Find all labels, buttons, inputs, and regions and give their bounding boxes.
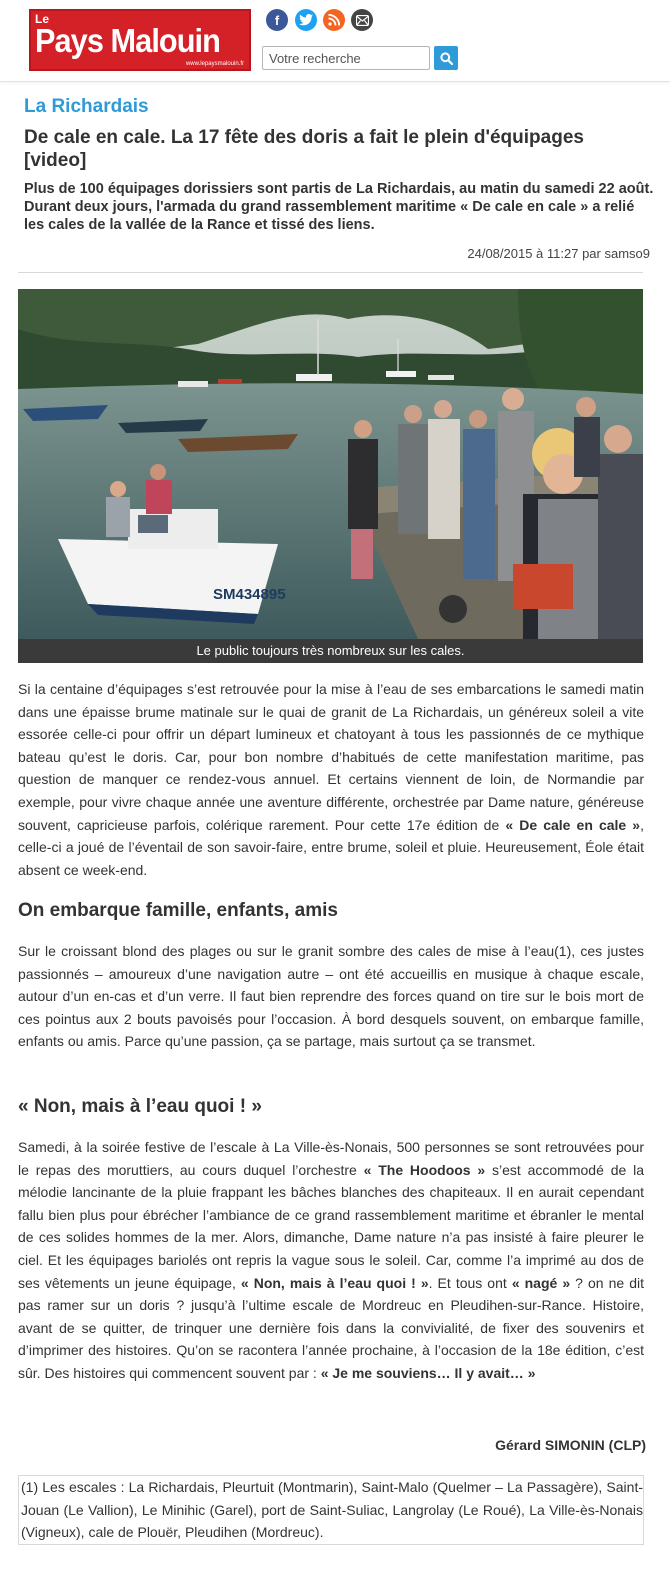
- logo-top-text: Le: [35, 12, 50, 26]
- divider: [18, 272, 643, 273]
- article-photo[interactable]: [18, 289, 643, 639]
- logo-url: www.lepaysmalouin.fr: [185, 61, 244, 67]
- article-paragraph-1: [18, 678, 644, 881]
- twitter-icon[interactable]: [295, 9, 317, 31]
- event-name-bold: « De cale en cale »: [505, 816, 641, 833]
- rss-icon[interactable]: [323, 9, 345, 31]
- article-footnote: (1) Les escales : La Richardais, Pleurtuit (Montmarin), Saint-Malo (Quelmer – La Passagère), Saint-Jouan (Le Vallion), Le Minihic (Garel), port de Saint-Suliac, Langrolay (Le Roué), La Ville-ès-Nonais (Vigneux), cale de Plouër, Pleudihen (Mordreuc).: [18, 1475, 644, 1545]
- paragraph-text: ? on ne dit pas ramer sur un doris ? jusqu’à l’ultime escale de Mordreuc en Pleudihen-sur-Rance. Histoire, avant de se quitter, de trinquer une dernière fois dans la convivialité, de fixer des souvenirs et d’imprimer des histoires. Qu’on se racontera l’année prochaine, à l’occasion de la 18e édition, c’est sûr. Des histoires qui commencent souvent par :: [18, 1274, 644, 1381]
- mail-envelope-shape: [356, 15, 369, 26]
- search-input[interactable]: [262, 46, 430, 70]
- search-button[interactable]: [434, 46, 458, 70]
- search-icon: [440, 52, 453, 65]
- article-lead: Plus de 100 équipages dorissiers sont partis de La Richardais, au matin du samedi 22 août. Durant deux jours, l'armada du grand rassemblement maritime « De cale en cale » a relié les cales de la vallée de la Rance et tissé des liens.: [24, 181, 654, 233]
- site-header: [0, 0, 670, 82]
- photo-caption: Le public toujours très nombreux sur les cales.: [18, 639, 643, 663]
- term-bold: « nagé »: [511, 1274, 571, 1291]
- paragraph-text: s’est accommodé de la mélodie lancinante de la pluie frappant les bâches blanches des chapiteaux. Il en aurait cependant fallu bien plus pour ébrécher l’ambiance de ce grand rassemblement maritime et ébranler le mental de ces solides hommes de la mer. Alors, dimanche, Dame nature n’a pas insisté à faire pleurer le ciel. Et les équipages bariolés ont repris la vague sous le soleil. Car, comme l’a imprimé au dos de ses vêtements un jeune équipage,: [18, 1161, 644, 1291]
- quote-bold: « Je me souviens… Il y avait… »: [320, 1364, 536, 1381]
- twitter-bird-shape: [299, 14, 313, 26]
- article-meta: 24/08/2015 à 11:27 par samso9: [467, 246, 650, 261]
- mail-icon[interactable]: [351, 9, 373, 31]
- paragraph-text: , celle-ci a joué de l’éventail de son savoir-faire, entre brume, soleil et pluie. Heureusement, Éole était absent ce week-end.: [18, 816, 644, 878]
- paragraph-text: Samedi, à la soirée festive de l’escale à La Ville-ès-Nonais, 500 personnes se sont retrouvées pour le repas des moruttiers, au cours duquel l’orchestre: [18, 1139, 644, 1178]
- article-title: De cale en cale. La 17 fête des doris a fait le plein d'équipages [video]: [24, 127, 584, 171]
- article-paragraph-2: Sur le croissant blond des plages ou sur le granit sombre des cales de mise à l’eau(1), ces justes passionnés – amoureux d’une navigation autre – ont été accueillis en musique à chaque escale, autour d’un en-cas et d’un verre. Il faut bien reprendre des forces quand on tire sur le bois mort de ces pointus aux 2 bouts pavoisés pour l’occasion. À bord desquels souvent, on embarque famille, enfants ou amis. Parce qu’une passion, ça se partage, mais surtout ça se transmet.: [18, 943, 644, 1050]
- rss-waves-shape: [328, 14, 340, 26]
- slogan-bold: « Non, mais à l’eau quoi ! »: [240, 1274, 429, 1291]
- section-heading-2: « Non, mais à l’eau quoi ! »: [18, 1096, 262, 1117]
- article-paragraph-3: [18, 1136, 644, 1385]
- band-name-bold: « The Hoodoos »: [363, 1161, 486, 1178]
- harbor-scene-illustration: [18, 289, 643, 639]
- section-heading-1: On embarque famille, enfants, amis: [18, 900, 338, 921]
- paragraph-text: . Et tous ont: [428, 1274, 512, 1291]
- logo-name: Pays Malouin: [35, 22, 220, 59]
- boat-registration: SM434895: [213, 586, 286, 603]
- site-logo[interactable]: [29, 9, 251, 71]
- article-author: Gérard SIMONIN (CLP): [495, 1437, 646, 1453]
- facebook-icon[interactable]: f: [266, 9, 288, 31]
- article-category[interactable]: La Richardais: [24, 96, 149, 117]
- paragraph-text: Si la centaine d’équipages s’est retrouvée pour la mise à l’eau de ses embarcations le samedi matin dans une épaisse brume matinale sur le quai de granit de La Richardais, un généreux soleil a vite essorée celle-ci pour offrir un départ lumineux et chatoyant à tous les passionnés de ce mythique bateau qu’est le doris. Car, pour bon nombre d’habitués de cette manifestation maritime, pas question de manquer ce rendez-vous annuel. Et certains viennent de loin, de Normandie par exemple, pour vivre chaque année une aventure différente, orchestrée par Dame nature, généreuse souvent, capricieuse parfois, colérique rarement. Pour cette 17e édition de: [18, 681, 644, 833]
